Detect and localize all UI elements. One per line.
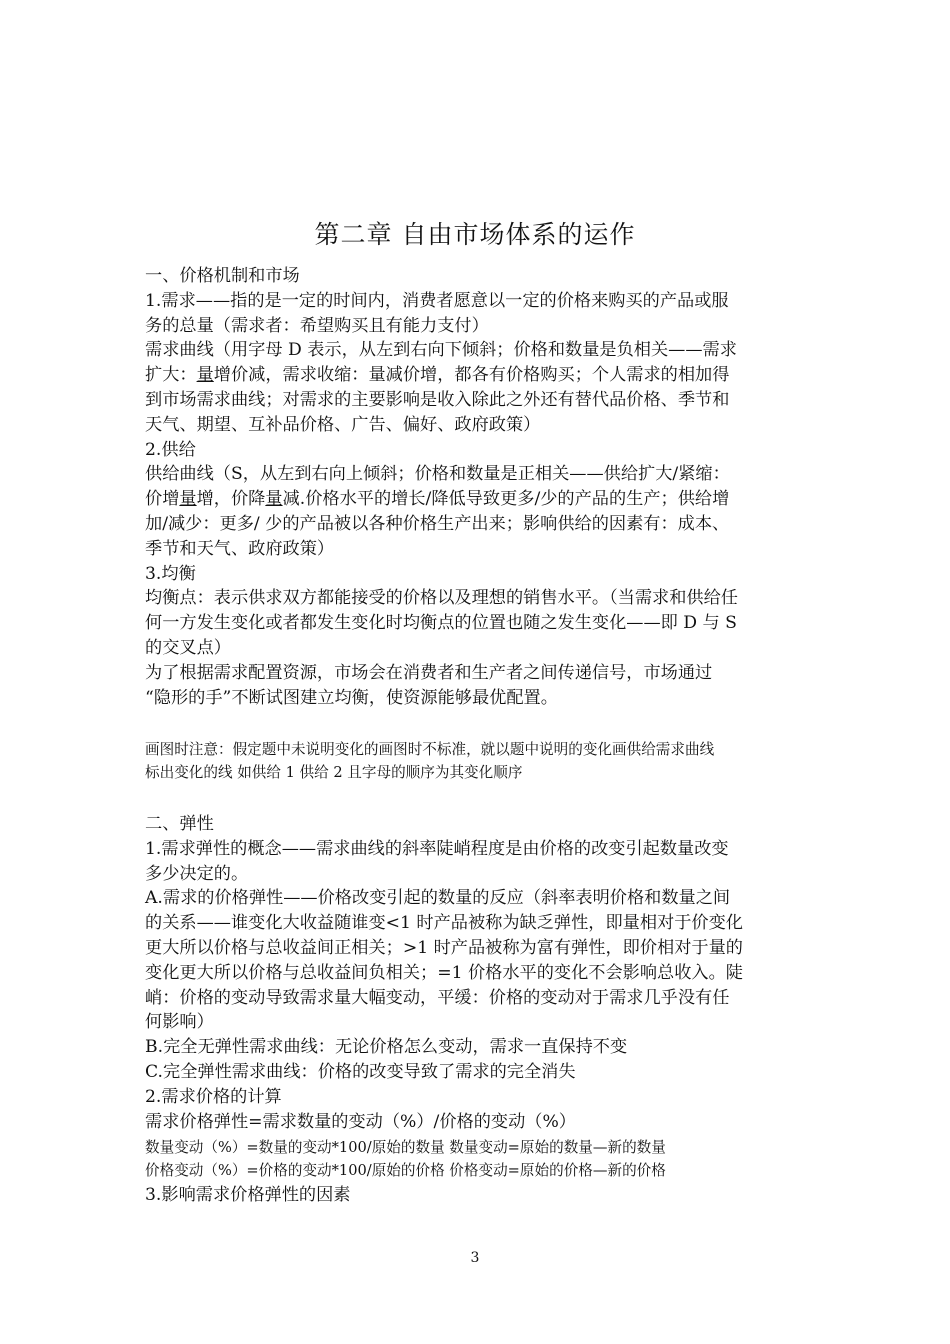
paragraph-line: 更大所以价格与总收益间正相关；>1 时产品被称为富有弹性，即价相对于量的 bbox=[145, 937, 743, 958]
paragraph-line: 1.需求弹性的概念——需求曲线的斜率陡峭程度是由价格的改变引起数量改变 bbox=[145, 838, 729, 859]
paragraph-line: 何影响） bbox=[145, 1012, 214, 1033]
drawing-note bbox=[145, 738, 825, 784]
underlined-text: 量 bbox=[196, 365, 214, 386]
paragraph-line: “隐形的手”不断试图建立均衡，使资源能够最优配置。 bbox=[145, 687, 558, 708]
section-elasticity bbox=[145, 812, 825, 1134]
paragraph-line: 多少决定的。 bbox=[145, 863, 249, 884]
text-run: 扩大： bbox=[145, 365, 197, 386]
text-run: 价增 bbox=[145, 489, 180, 510]
formula-line: 数量变动（%）=数量的变动*100/原始的数量 数量变动=原始的数量—新的数量 bbox=[145, 1139, 666, 1156]
note-line: 画图时注意：假定题中未说明变化的画图时不标准，就以题中说明的变化画供给需求曲线 bbox=[145, 741, 715, 758]
paragraph-line: 加/减少：更多/ 少的产品被以各种价格生产出来；影响供给的因素有：成本、 bbox=[145, 513, 730, 534]
paragraph-line: 的交叉点） bbox=[145, 637, 231, 658]
paragraph-line: 到市场需求曲线；对需求的主要影响是收入除此之外还有替代品价格、季节和 bbox=[145, 389, 730, 410]
underlined-text: 量 bbox=[179, 489, 197, 510]
formula-line: 需求价格弹性=需求数量的变动（%）/价格的变动（%） bbox=[145, 1111, 576, 1132]
paragraph-line: A.需求的价格弹性——价格改变引起的数量的反应（斜率表明价格和数量之间 bbox=[145, 888, 731, 909]
formula-line: 价格变动（%）=价格的变动*100/原始的价格 价格变动=原始的价格—新的价格 bbox=[145, 1162, 666, 1179]
text-run: 增价减，需求收缩：量减价增，都各有价格购买；个人需求的相加得 bbox=[213, 365, 730, 386]
text-run: 增，价降 bbox=[196, 489, 266, 510]
paragraph-line: 为了根据需求配置资源，市场会在消费者和生产者之间传递信号，市场通过 bbox=[145, 662, 713, 683]
paragraph-line: B.完全无弹性需求曲线：无论价格怎么变动，需求一直保持不变 bbox=[145, 1037, 628, 1058]
paragraph-line: 均衡点：表示供求双方都能接受的价格以及理想的销售水平。（当需求和供给任 bbox=[145, 588, 738, 609]
chapter-title: 第二章 自由市场体系的运作 bbox=[314, 220, 636, 249]
subsection-heading: 3.影响需求价格弹性的因素 bbox=[145, 1185, 351, 1205]
paragraph-line: 需求曲线（用字母 D 表示，从左到右向下倾斜；价格和数量是负相关——需求 bbox=[145, 340, 737, 361]
subsection-heading: 3.均衡 bbox=[145, 563, 196, 584]
factors-heading-block bbox=[145, 1183, 825, 1208]
page-number: 3 bbox=[470, 1250, 480, 1266]
paragraph-line: 天气、期望、互补品价格、广告、偏好、政府政策） bbox=[145, 414, 541, 435]
section-heading: 一、价格机制和市场 bbox=[145, 266, 300, 286]
paragraph-line: 变化更大所以价格与总收益间负相关；=1 价格水平的变化不会影响总收入。陡 bbox=[145, 962, 743, 983]
text-run: 减.价格水平的增长/降低导致更多/少的产品的生产；供给增 bbox=[282, 489, 730, 510]
subsection-heading: 2.供给 bbox=[145, 439, 196, 460]
paragraph-line: 的关系——谁变化大收益随谁变<1 时产品被称为缺乏弹性，即量相对于价变化 bbox=[145, 913, 743, 934]
paragraph-line: 峭：价格的变动导致需求量大幅变动，平缓：价格的变动对于需求几乎没有任 bbox=[145, 987, 730, 1008]
section-heading: 二、弹性 bbox=[145, 814, 214, 834]
underlined-text: 量 bbox=[265, 489, 283, 510]
paragraph-line: 何一方发生变化或者都发生变化时均衡点的位置也随之发生变化——即 D 与 S bbox=[145, 613, 737, 634]
paragraph-line bbox=[145, 487, 825, 512]
paragraph-line: 务的总量（需求者：希望购买且有能力支付） bbox=[145, 315, 489, 336]
paragraph-line: 供给曲线（S，从左到右向上倾斜；价格和数量是正相关——供给扩大/紧缩： bbox=[145, 464, 730, 485]
formula-details bbox=[145, 1136, 825, 1182]
paragraph-line: 季节和天气、政府政策） bbox=[145, 538, 335, 559]
subsection-heading: 2.需求价格的计算 bbox=[145, 1086, 282, 1107]
paragraph-line bbox=[145, 363, 825, 388]
note-line: 标出变化的线 如供给 1 供给 2 且字母的顺序为其变化顺序 bbox=[145, 764, 523, 781]
section-price-mechanism bbox=[145, 264, 825, 710]
paragraph-line: 1.需求——指的是一定的时间内，消费者愿意以一定的价格来购买的产品或服 bbox=[145, 290, 729, 311]
paragraph-line: C.完全弹性需求曲线：价格的改变导致了需求的完全消失 bbox=[145, 1061, 576, 1082]
